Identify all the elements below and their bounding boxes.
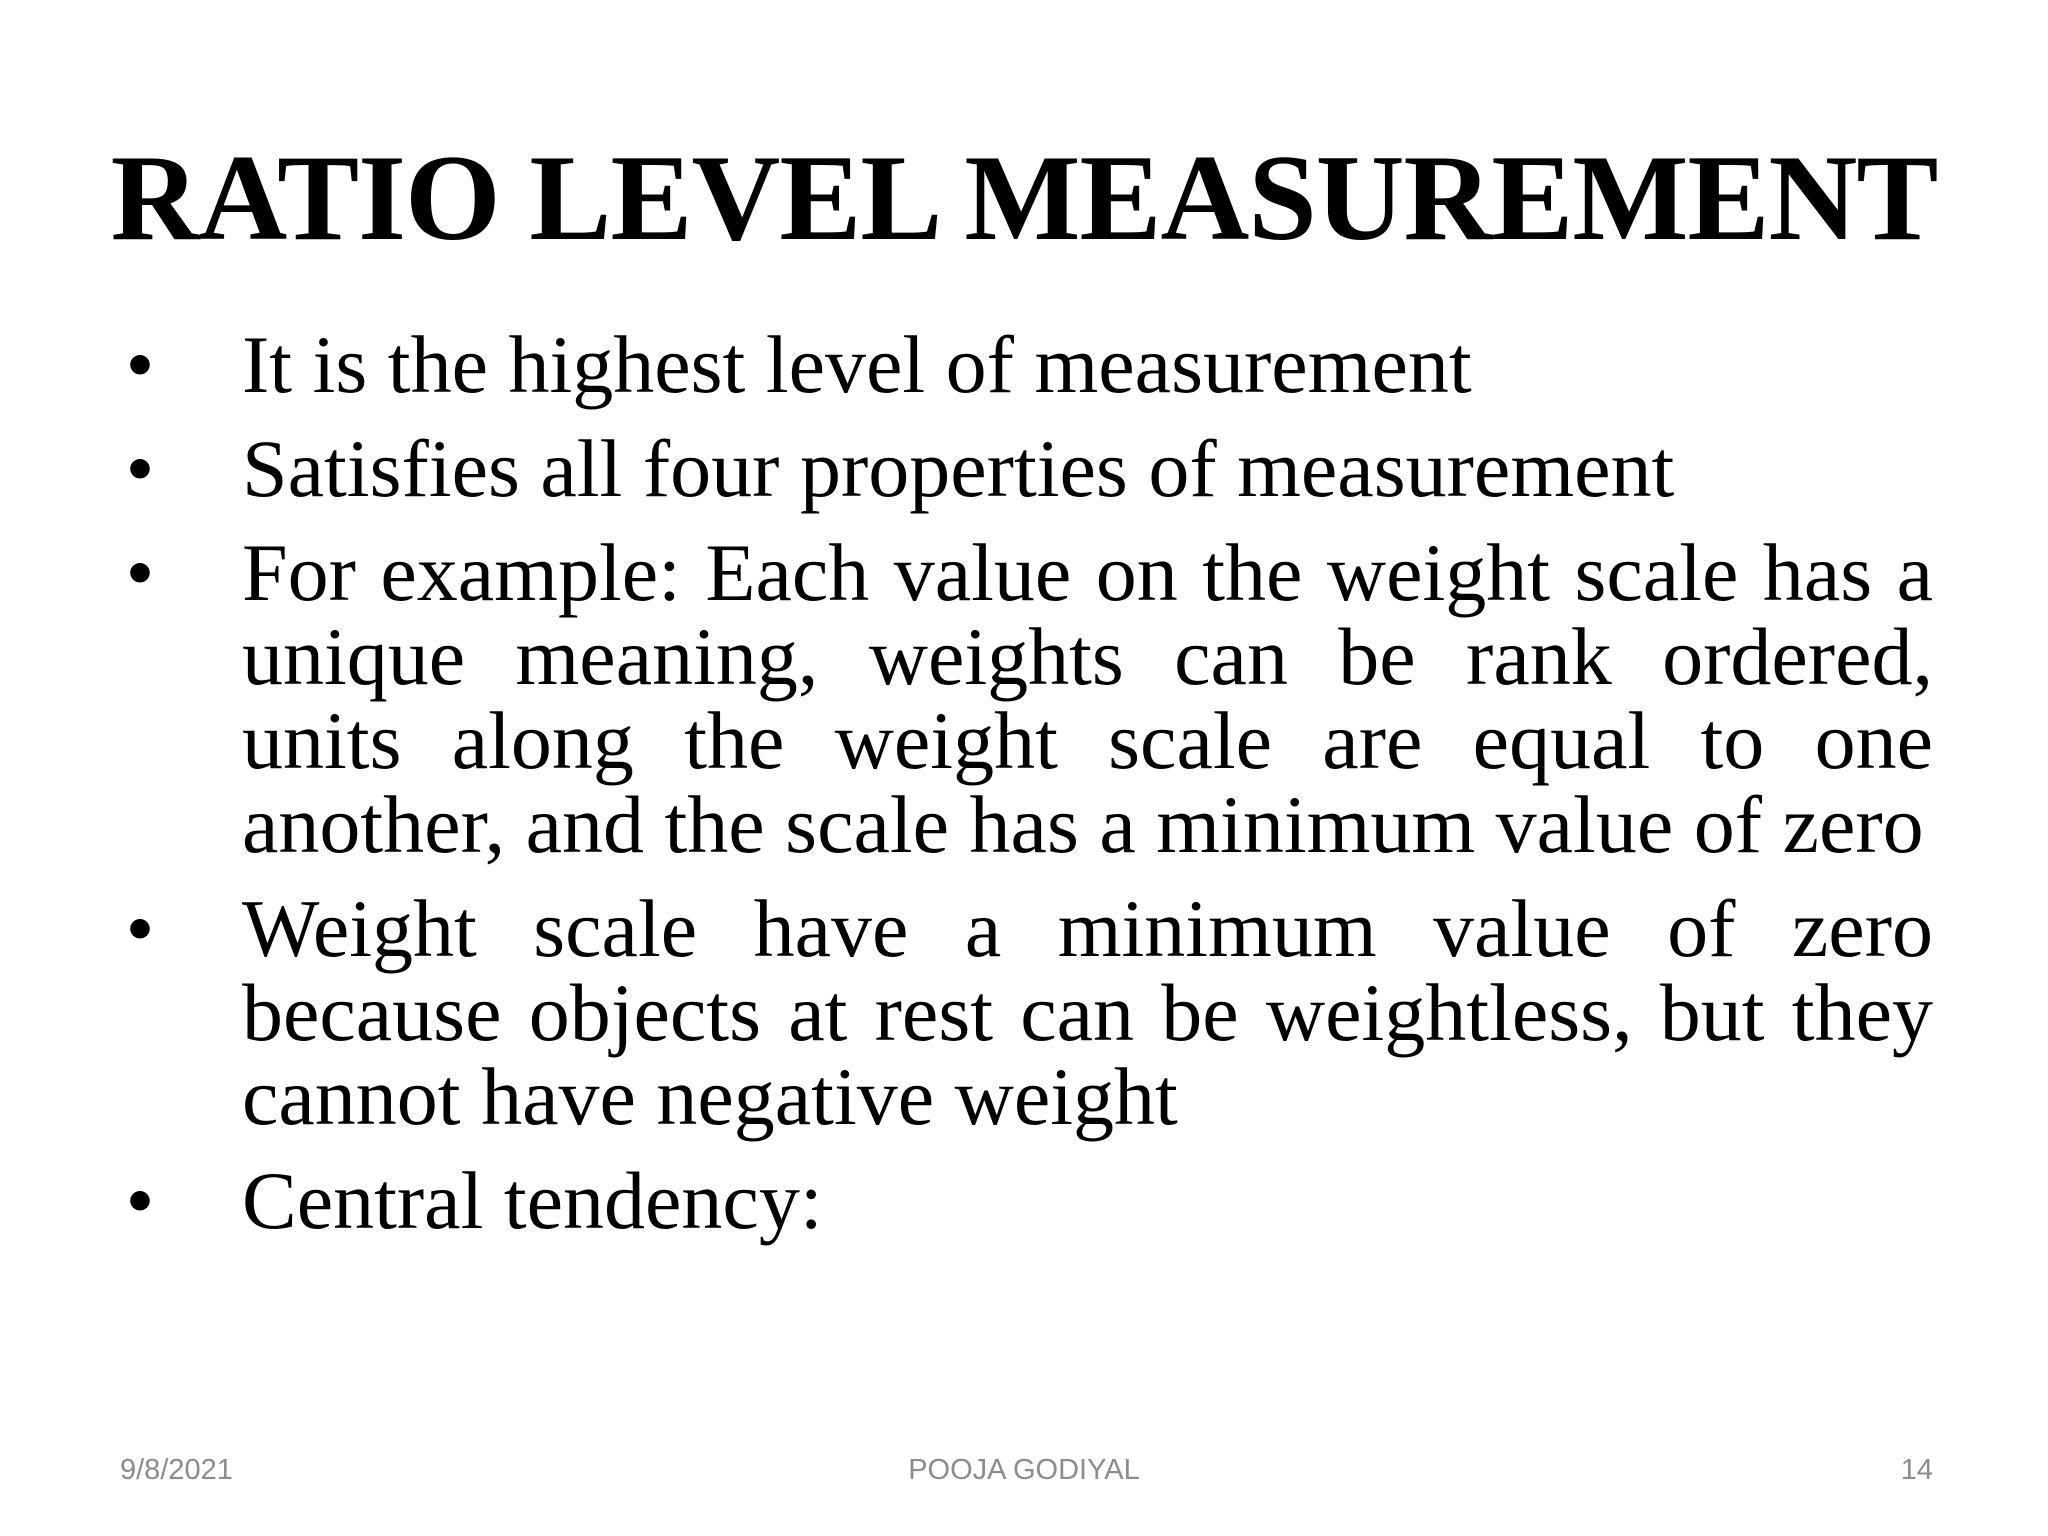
- bullet-text: Satisfies all four properties of measurement: [242, 423, 1675, 514]
- bullet-item: [120, 1155, 1933, 1246]
- bullet-text: Weight scale have a minimum value of zero because objects at rest can be weightless, but they cannot have negative weight: [242, 883, 1933, 1142]
- footer-date: 9/8/2021: [120, 1454, 233, 1486]
- bullet-point-icon: •: [125, 527, 155, 618]
- bullet-text: Central tendency:: [242, 1155, 823, 1246]
- bullet-point-icon: •: [125, 1155, 155, 1246]
- footer-author: POOJA GODIYAL: [908, 1454, 1140, 1486]
- footer-page-number: 14: [1900, 1454, 1933, 1486]
- bullet-list: [120, 319, 1933, 1263]
- bullet-point-icon: •: [125, 319, 155, 410]
- bullet-text: For example: Each value on the weight scale has a unique meaning, weights can be rank ordered, units along the weight scale are equal to one another, and the scale has a minimum value of zero: [242, 527, 1933, 870]
- bullet-text: It is the highest level of measurement: [242, 319, 1472, 410]
- bullet-item: [120, 883, 1933, 1142]
- bullet-point-icon: •: [125, 883, 155, 974]
- bullet-item: [120, 423, 1933, 514]
- slide-title: RATIO LEVEL MEASUREMENT: [110, 129, 1938, 266]
- bullet-point-icon: •: [125, 423, 155, 514]
- bullet-item: [120, 527, 1933, 870]
- bullet-item: [120, 319, 1933, 410]
